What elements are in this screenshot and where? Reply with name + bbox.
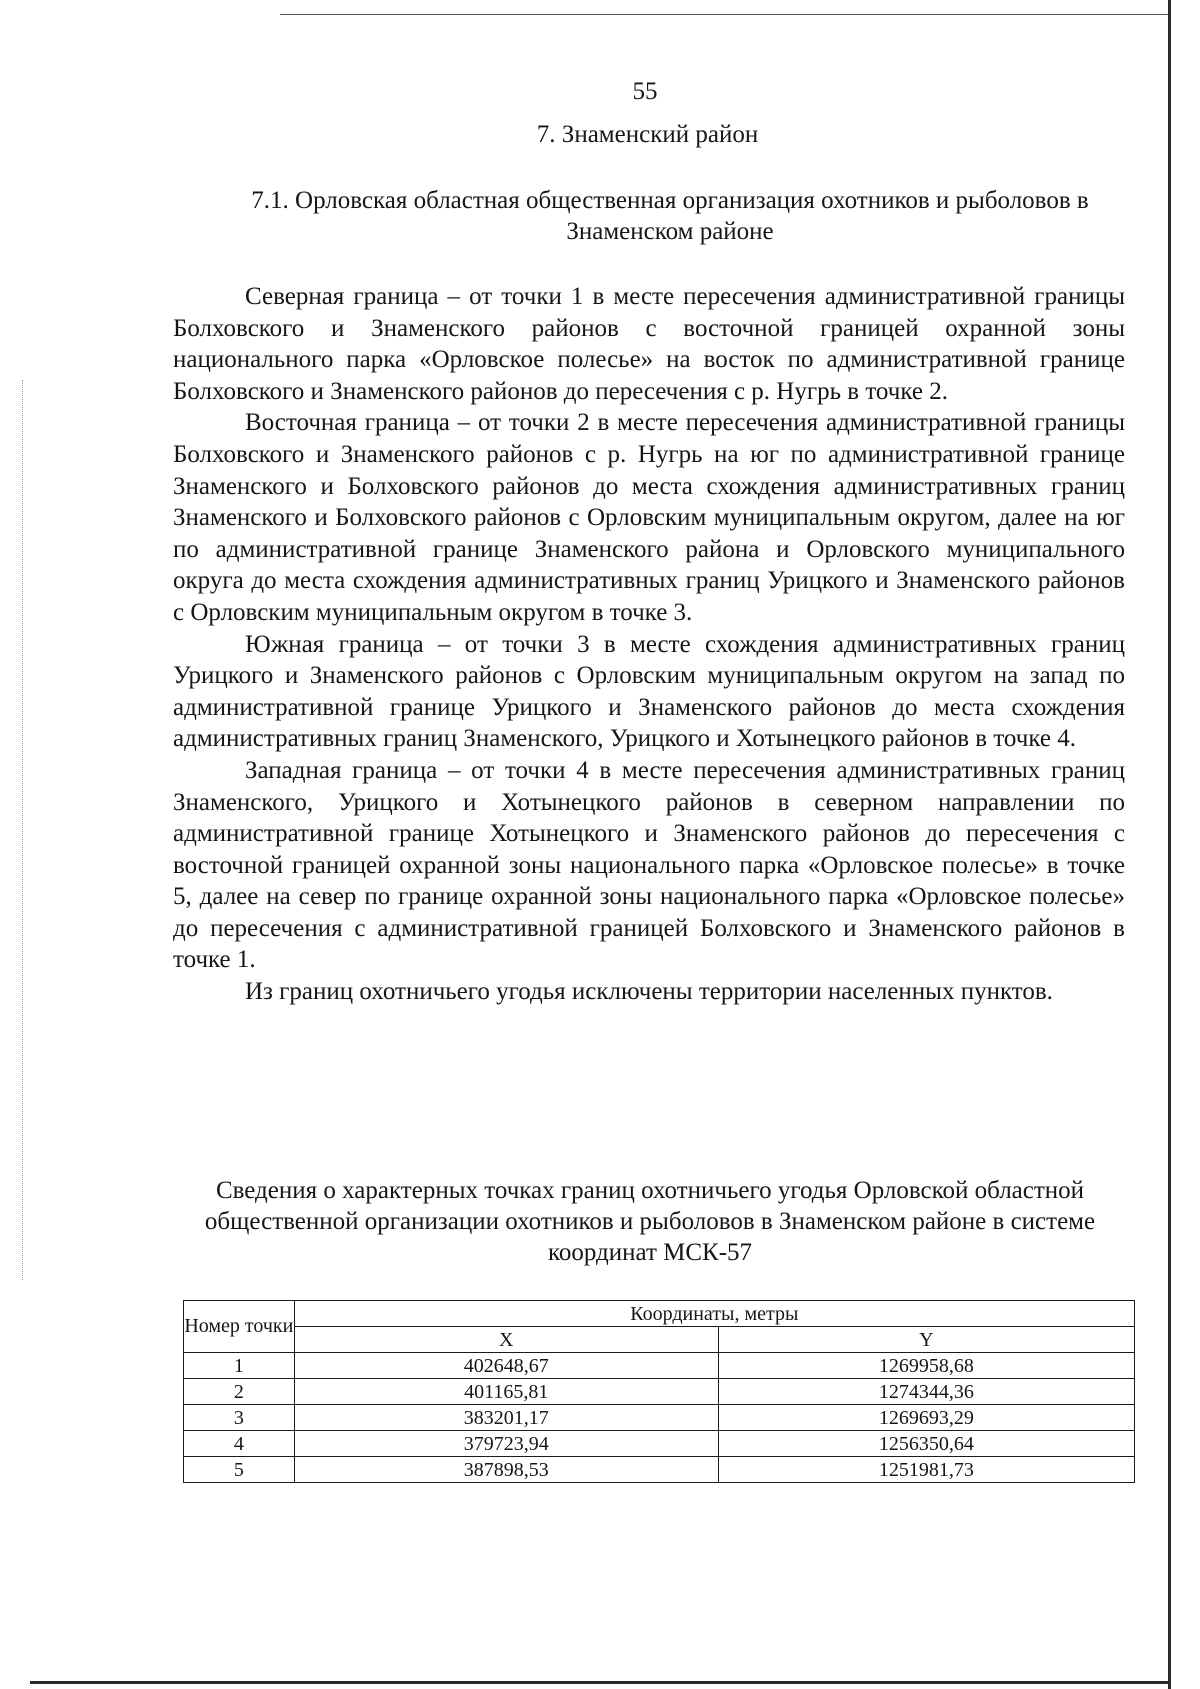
table-caption: Сведения о характерных точках границ охотничьего угодья Орловской областной общественной организации охотников и рыболовов в Знаменском районе в системе координат МСК-57 bbox=[204, 1177, 1096, 1266]
x-coordinate-cell: 379723,94 bbox=[294, 1431, 718, 1457]
x-coordinate-cell: 387898,53 bbox=[294, 1457, 718, 1483]
paragraph-north-boundary: Северная граница – от точки 1 в месте пересечения административной границы Болховского и Знаменского районов с восточной границей охранной зоны национального парка «Орловское полесье» на восток по административной границе Болховского и Знаменского районов до пересечения с р. Нугрь в точке 2. bbox=[173, 283, 1125, 405]
scan-edge-right bbox=[1168, 0, 1171, 1689]
scan-edge-top bbox=[280, 14, 1170, 15]
paragraph-west-boundary: Западная граница – от точки 4 в месте пересечения административных границ Знаменского, Урицкого и Хотынецкого районов в северном направлении по административной границе Хотынецкого и Знаменского районов до пересечения с восточной границей охранной зоны национального парка «Орловское полесье» в точке 5, далее на север по границе охранной зоны национального парка «Орловское полесье» до пересечения с административной границей Болховского и Знаменского районов в точке 1. bbox=[173, 756, 1125, 974]
section-title: 7. Знаменский район bbox=[536, 121, 759, 148]
header-coordinates: Координаты, метры bbox=[294, 1301, 1134, 1327]
table-row bbox=[184, 1431, 1135, 1457]
page-number: 55 bbox=[632, 78, 658, 105]
scan-edge-bottom bbox=[30, 1681, 1170, 1684]
table-row bbox=[184, 1457, 1135, 1483]
table-subheader-row bbox=[184, 1327, 1135, 1353]
x-coordinate-cell: 401165,81 bbox=[294, 1379, 718, 1405]
point-number-cell: 3 bbox=[184, 1405, 295, 1431]
y-coordinate-cell: 1269958,68 bbox=[718, 1353, 1134, 1379]
point-number-cell: 1 bbox=[184, 1353, 295, 1379]
scan-margin-marks bbox=[22, 380, 24, 1280]
table-row bbox=[184, 1353, 1135, 1379]
subsection-title: 7.1. Орловская областная общественная организация охотников и рыболовов в Знаменском районе bbox=[251, 187, 1089, 245]
header-x: X bbox=[294, 1327, 718, 1353]
y-coordinate-cell: 1269693,29 bbox=[718, 1405, 1134, 1431]
x-coordinate-cell: 383201,17 bbox=[294, 1405, 718, 1431]
point-number-cell: 2 bbox=[184, 1379, 295, 1405]
paragraph-exclusions: Из границ охотничьего угодья исключены территории населенных пунктов. bbox=[245, 978, 1053, 1006]
x-coordinate-cell: 402648,67 bbox=[294, 1353, 718, 1379]
table-row bbox=[184, 1405, 1135, 1431]
paragraph-east-boundary: Восточная граница – от точки 2 в месте пересечения административной границы Болховского и Знаменского районов с р. Нугрь на юг по административной границе Знаменского и Болховского районов до места схождения административных границ Знаменского и Болховского районов с Орловским муниципальным округом, далее на юг по административной границе Знаменского района и Орловского муниципального округа до места схождения административных границ Урицкого и Знаменского районов с Орловским муниципальным округом в точке 3. bbox=[173, 409, 1125, 626]
paragraph-south-boundary: Южная граница – от точки 3 в месте схождения административных границ Урицкого и Знаменского районов с Орловским муниципальным округом на запад по административной границе Урицкого и Знаменского районов до места схождения административных границ Знаменского, Урицкого и Хотынецкого районов в точке 4. bbox=[173, 630, 1125, 753]
coordinates-table bbox=[183, 1300, 1135, 1483]
table-header-row bbox=[184, 1301, 1135, 1327]
y-coordinate-cell: 1256350,64 bbox=[718, 1431, 1134, 1457]
y-coordinate-cell: 1274344,36 bbox=[718, 1379, 1134, 1405]
header-y: Y bbox=[718, 1327, 1134, 1353]
point-number-cell: 4 bbox=[184, 1431, 295, 1457]
body-text bbox=[173, 281, 1125, 1008]
point-number-cell: 5 bbox=[184, 1457, 295, 1483]
table-row bbox=[184, 1379, 1135, 1405]
header-point-number: Номер точки bbox=[184, 1301, 295, 1353]
y-coordinate-cell: 1251981,73 bbox=[718, 1457, 1134, 1483]
